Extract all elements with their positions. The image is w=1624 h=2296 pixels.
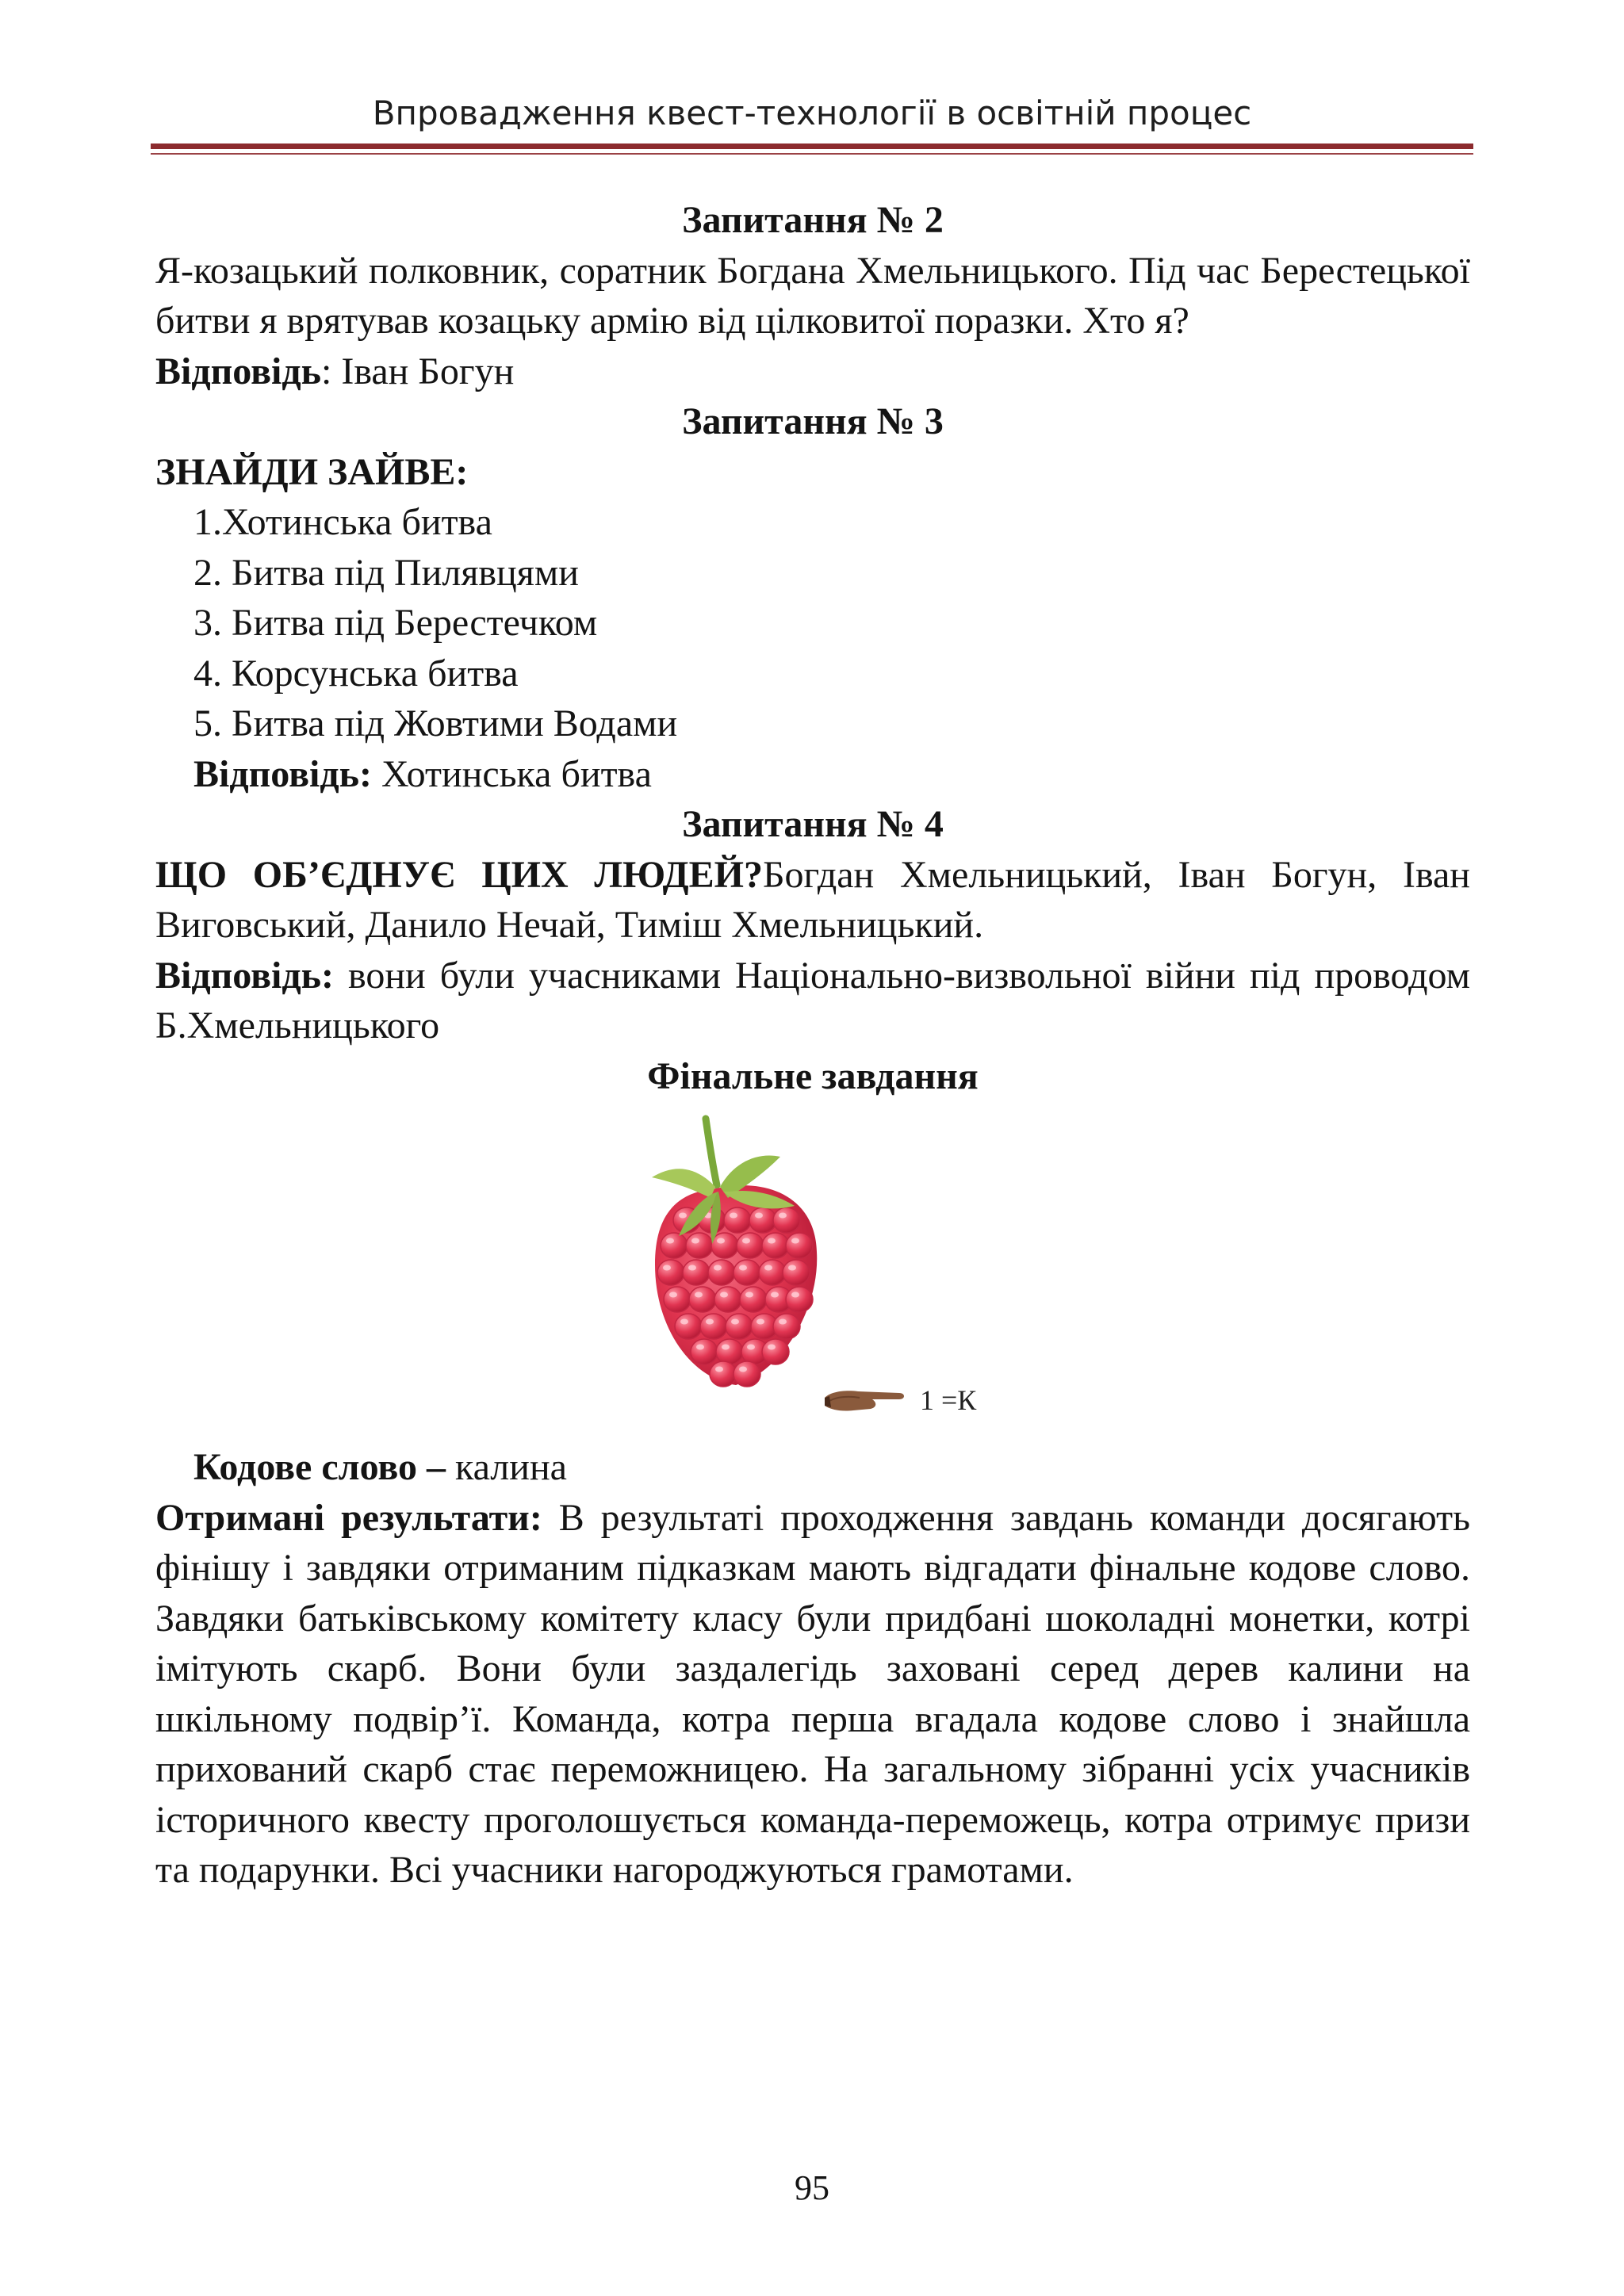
question-2-title: Запитання № 2 <box>682 199 944 241</box>
question-4-text <box>155 850 1470 951</box>
code-word-line <box>155 1442 1470 1493</box>
pointing-hand-icon <box>822 1385 909 1417</box>
answer-label: Відповідь: <box>193 752 372 795</box>
question-3-answer <box>155 749 1470 800</box>
running-header: Впровадження квест-технології в освітній процес <box>372 94 1252 132</box>
list-item: 3. Битва під Берестечком <box>193 602 598 644</box>
answer-label: Відповідь <box>155 350 322 392</box>
hint-row <box>822 1376 976 1426</box>
list-item: 1.Хотинська битва <box>193 501 492 543</box>
code-word-text: калина <box>445 1446 567 1488</box>
list-item: 4. Корсунська битва <box>193 652 519 695</box>
list-item: 2. Битва під Пилявцями <box>193 551 579 594</box>
answer-text: вони були учасниками Національно-визвольної війни під проводом Б.Хмельницького <box>155 954 1470 1047</box>
page-content <box>155 195 1470 1896</box>
list-item: 5. Битва під Жовтими Водами <box>193 702 678 744</box>
results-label: Отримані результати: <box>155 1496 542 1539</box>
answer-text: : Іван Богун <box>321 350 515 392</box>
question-4-answer <box>155 951 1470 1051</box>
answer-label: Відповідь: <box>155 954 334 997</box>
code-word-label: Кодове слово – <box>193 1446 446 1488</box>
question-3-title: Запитання № 3 <box>682 400 944 442</box>
final-task-title: Фінальне завдання <box>647 1054 979 1097</box>
results-text: В результаті проходження завдань команди досягають фінішу і завдяки отриманим підказкам мають відгадати фінальне кодове слово. Завдяки батьківському комітету класу були придбані шоколадні монетки, котрі імітують скарб. Вони були заздалегідь заховані серед дерев калини на шкільному подвір’ї. Команда, котра перша вгадала кодове слово і знайшла прихований скарб стає переможницею. На загальному зібранні усіх учасників історичного квесту проголошується команда-переможець, котра отримує призи та подарунки. Всі учасники нагороджуються грамотами. <box>155 1496 1471 1891</box>
answer-text: Хотинська битва <box>372 752 652 795</box>
hint-text: 1 =К <box>920 1384 977 1416</box>
results-paragraph <box>155 1493 1470 1896</box>
question-2-answer <box>155 346 1470 397</box>
page-number: 95 <box>795 2168 829 2207</box>
question-3-lead: ЗНАЙДИ ЗАЙВЕ: <box>155 450 469 493</box>
raspberry-illustration <box>647 1109 829 1410</box>
question-4-title: Запитання № 4 <box>682 803 944 845</box>
question-2-text: Я-козацький полковник, соратник Богдана Хмельницького. Під час Берестецької битви я врятував козацьку армію від цілковитої поразки. Хто я? <box>155 249 1470 342</box>
question-4-lead: ЩО ОБ’ЄДНУЄ ЦИХ ЛЮДЕЙ? <box>155 853 763 896</box>
question-4-people: Богдан Хмельницький, Іван Богун, Іван Виговський, Данило Нечай, Тиміш Хмельницький. <box>155 853 1470 946</box>
final-task-figure <box>155 1109 1470 1442</box>
header-rule-thick <box>151 144 1473 149</box>
header-rule-thin <box>151 153 1473 155</box>
